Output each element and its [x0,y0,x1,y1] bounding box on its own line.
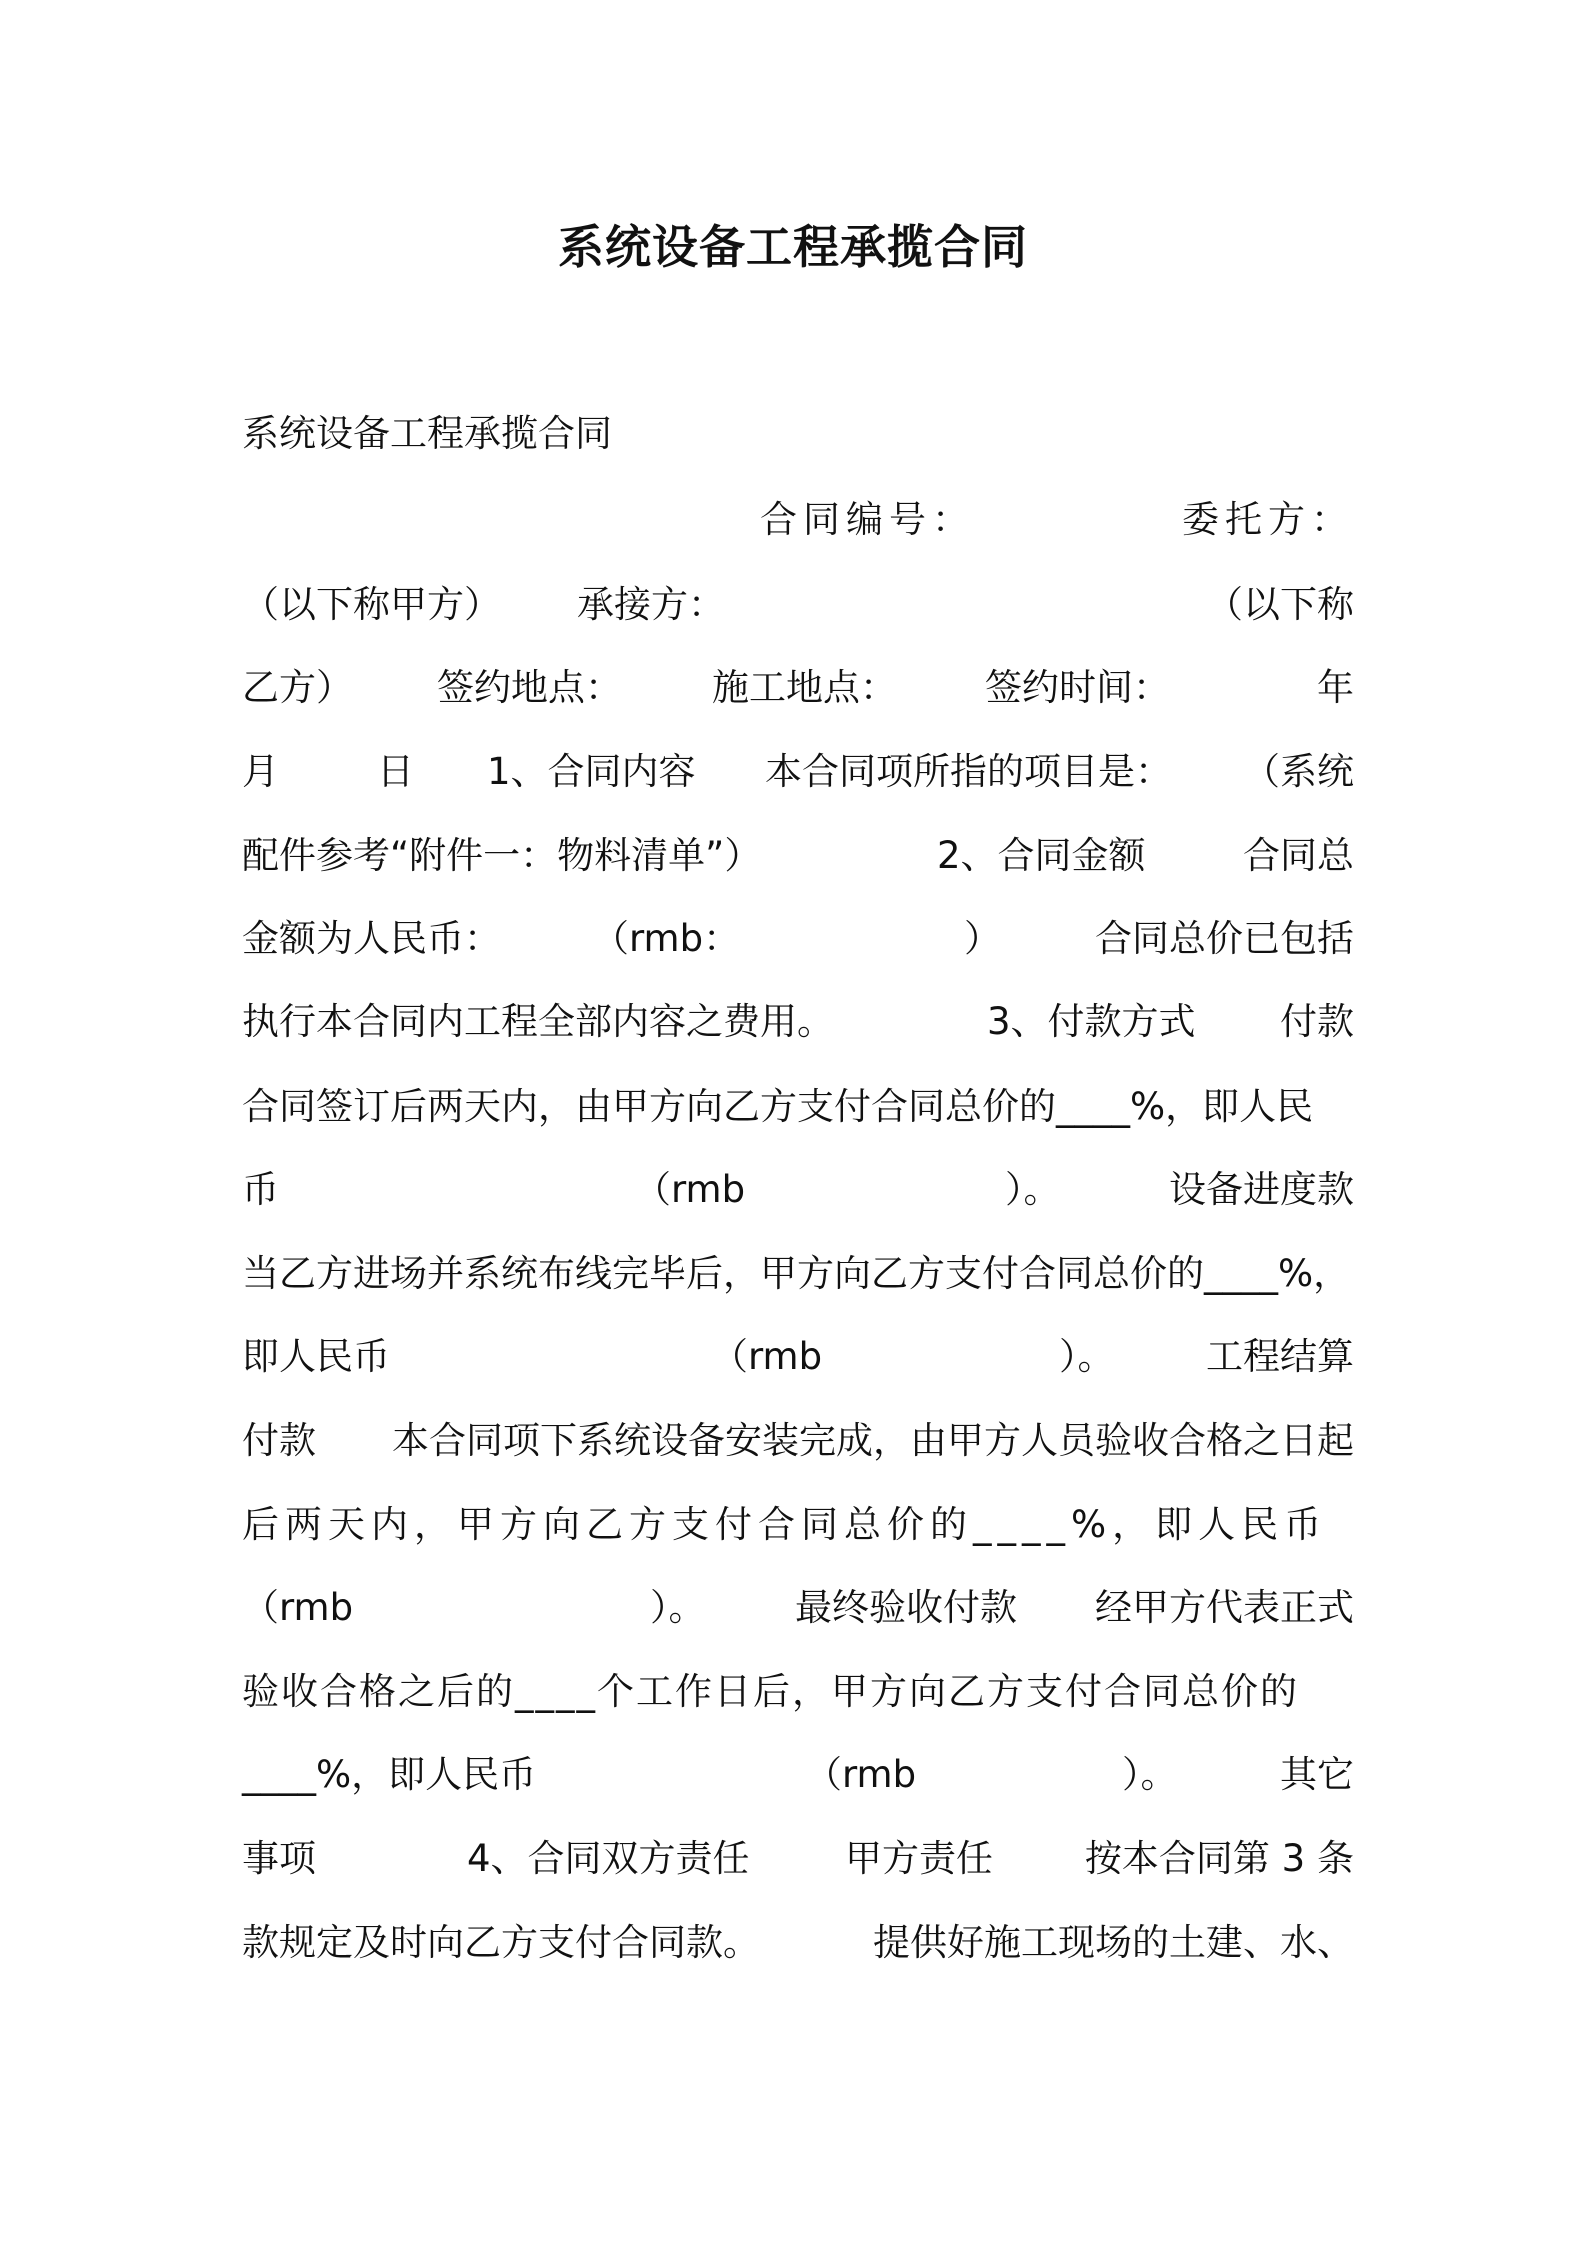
third-payment-text: 后两天内，甲方向乙方支付合同总价的____%，即人民币 [242,1503,1328,1546]
final-acceptance-label: 最终验收付款 [795,1586,1017,1629]
document-title: 系统设备工程承揽合同 [558,220,1028,274]
body-line-15 [242,1662,1354,1722]
body-line-13 [242,1495,1354,1555]
pay-on-time-text: 款规定及时向乙方支付合同款。 [242,1921,760,1964]
rmb-open: （rmb [242,1586,354,1629]
party-b-note-end: 乙方） [242,666,353,709]
rmb-close: ）。 [1005,1168,1061,1211]
final-payment-text: 验收合格之后的____个工作日后，甲方向乙方支付合同总价的 [242,1670,1299,1713]
rmb-amount-label: 金额为人民币： [242,917,501,960]
total-includes-text: 合同总价已包括 [1095,917,1354,960]
body-line-6 [242,909,1354,969]
section-3-heading: 3、付款方式 [987,1000,1196,1043]
body-line-1 [242,490,1354,550]
body-line-18 [242,1913,1354,1973]
other-matters-start: 其它 [1280,1753,1354,1796]
body-line-7 [242,992,1354,1052]
percent-rmb-text: ____%，即人民币 [242,1753,537,1796]
body-line-2 [242,575,1354,635]
contract-number-label: 合同编号： [760,498,975,541]
contract-total-start: 合同总 [1243,834,1354,877]
rmb-label: 即人民币 [242,1335,390,1378]
body-line-4 [242,742,1354,802]
site-preparation-text: 提供好施工现场的土建、水、 [873,1921,1354,1964]
rmb-close: ）。 [1059,1335,1115,1378]
rmb-open: （rmb： [592,917,741,960]
contractor-label: 承接方： [577,583,725,626]
body-line-5 [242,826,1354,886]
first-payment-text: 合同签订后两天内，由甲方向乙方支付合同总价的____%，即人民 [242,1085,1314,1128]
body-line-9 [242,1160,1354,1220]
body-line-16 [242,1745,1354,1805]
body-line-8 [242,1077,1354,1137]
year-label: 年 [1317,666,1354,709]
signing-place-label: 签约地点： [437,666,622,709]
rmb-open: （rmb [711,1335,823,1378]
body-line-12 [242,1411,1354,1471]
body-line-17 [242,1829,1354,1889]
installation-complete-text: 本合同项下系统设备安装完成，由甲方人员验收合格之日起 [392,1419,1354,1462]
payment-label: 付款 [1280,1000,1354,1043]
signing-time-label: 签约时间： [985,666,1170,709]
rmb-open: （rmb [805,1753,917,1796]
rmb-close: ） [964,917,1001,960]
rmb-open: （rmb [634,1168,746,1211]
body-line-14 [242,1578,1354,1638]
per-clause-3-text: 按本合同第 3 条 [1084,1837,1354,1880]
day-label: 日 [377,750,414,793]
rmb-close: ）。 [650,1586,706,1629]
project-scope-text: 本合同项所指的项目是： [765,750,1172,793]
section-2-heading: 2、合同金额 [937,834,1146,877]
body-line-11 [242,1327,1354,1387]
document-subtitle: 系统设备工程承揽合同 [242,412,612,455]
rmb-close: ）。 [1122,1753,1178,1796]
other-matters-end: 事项 [242,1837,316,1880]
party-a-note: （以下称甲方） [242,583,501,626]
body-line-10 [242,1244,1354,1304]
system-note-start: （系统 [1243,750,1354,793]
client-label: 委托方： [1182,498,1354,541]
month-label: 月 [242,750,279,793]
body-line-3 [242,658,1354,718]
equipment-progress-label: 设备进度款 [1169,1168,1354,1211]
second-payment-text: 当乙方进场并系统布线完毕后，甲方向乙方支付合同总价的____%， [242,1252,1351,1295]
party-a-duties-label: 甲方责任 [845,1837,993,1880]
attachment-reference: 配件参考“附件一：物料清单”） [242,834,762,877]
construction-site-label: 施工地点： [712,666,897,709]
formal-acceptance-text: 经甲方代表正式 [1095,1586,1354,1629]
section-1-heading: 1、合同内容 [487,750,696,793]
currency-char: 币 [242,1168,279,1211]
party-b-note-start: （以下称 [1206,583,1354,626]
all-costs-text: 执行本合同内工程全部内容之费用。 [242,1000,834,1043]
project-settlement-label: 工程结算 [1206,1335,1354,1378]
section-4-heading: 4、合同双方责任 [467,1837,750,1880]
payment-label: 付款 [242,1419,316,1462]
